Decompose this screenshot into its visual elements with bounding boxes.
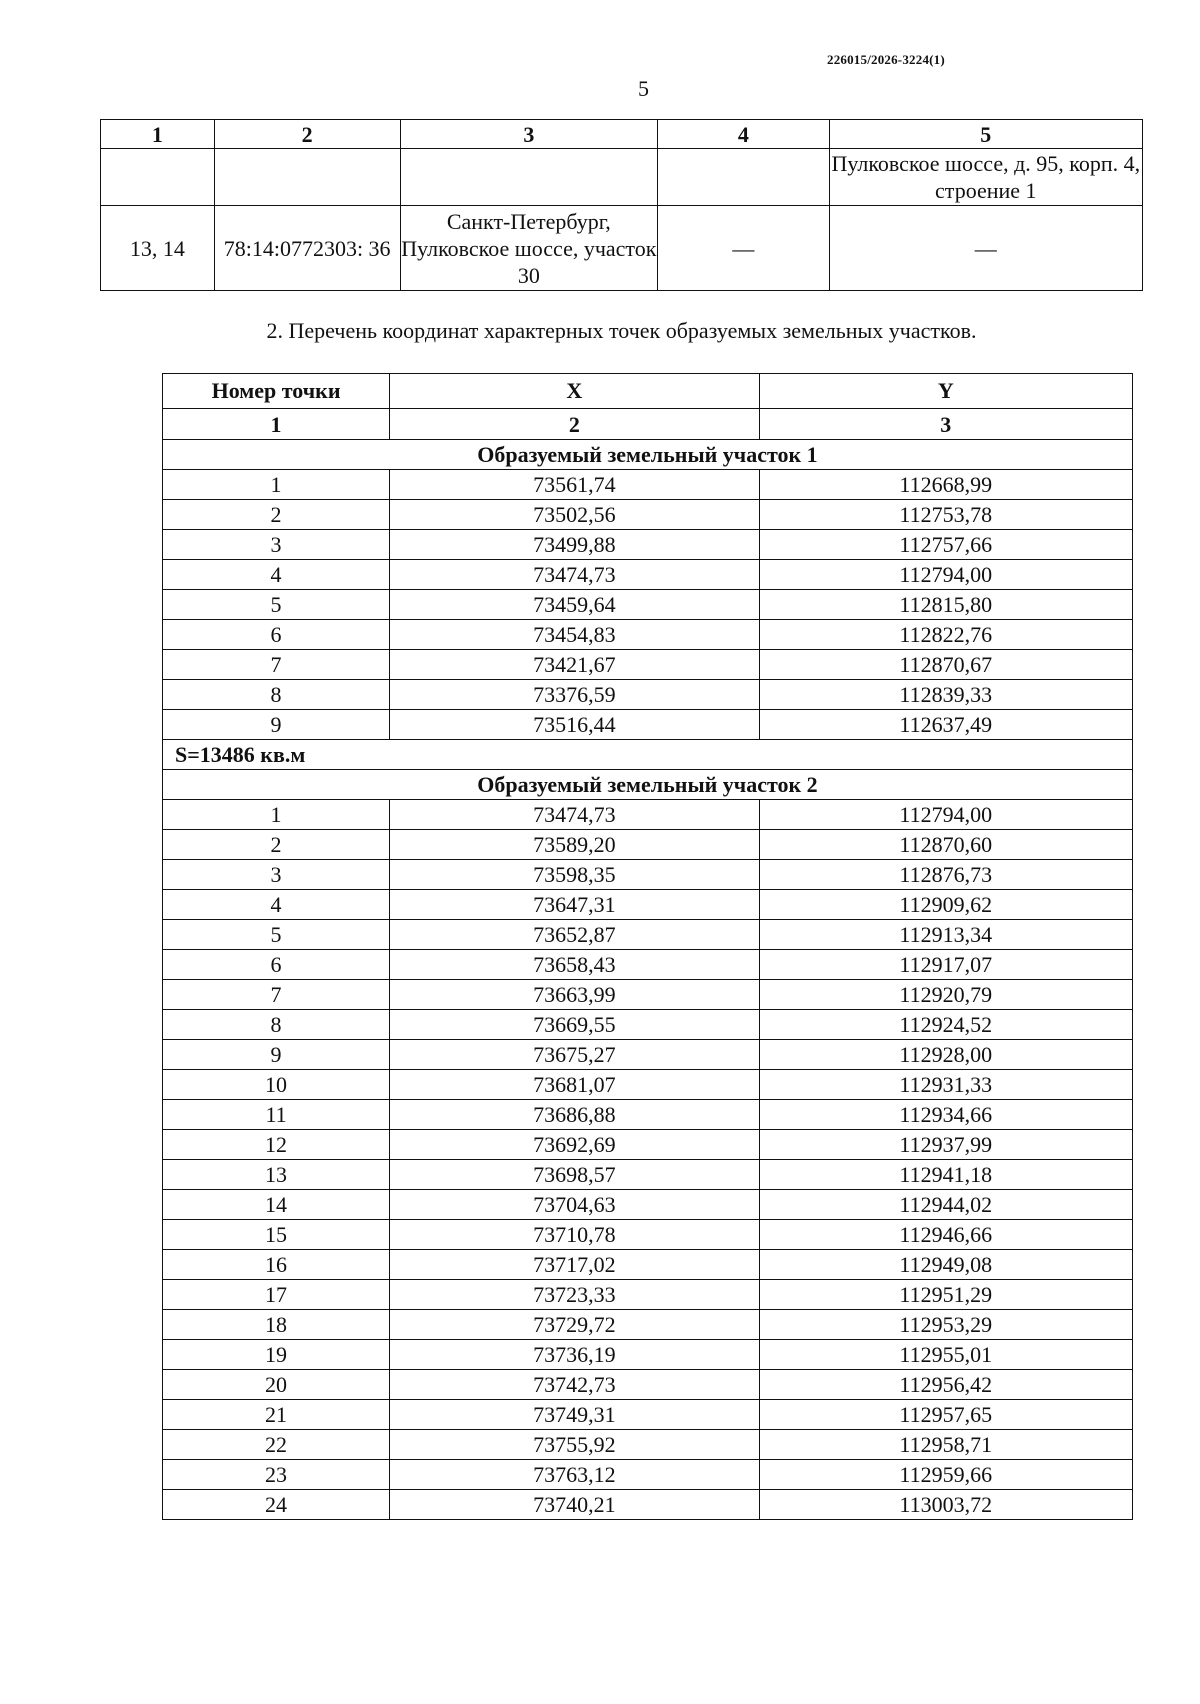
table-row bbox=[163, 680, 1133, 710]
x-coordinate: 73561,74 bbox=[390, 470, 759, 500]
point-number: 24 bbox=[163, 1490, 390, 1520]
x-coordinate: 73692,69 bbox=[390, 1130, 759, 1160]
x-coordinate: 73658,43 bbox=[390, 950, 759, 980]
table-row bbox=[163, 860, 1133, 890]
x-coordinate: 73740,21 bbox=[390, 1490, 759, 1520]
x-coordinate: 73675,27 bbox=[390, 1040, 759, 1070]
x-coordinate: 73663,99 bbox=[390, 980, 759, 1010]
x-coordinate: 73755,92 bbox=[390, 1430, 759, 1460]
x-coordinate: 73736,19 bbox=[390, 1340, 759, 1370]
y-coordinate: 112941,18 bbox=[759, 1160, 1132, 1190]
table-row bbox=[101, 149, 1143, 206]
point-number: 8 bbox=[163, 680, 390, 710]
x-coordinate: 73710,78 bbox=[390, 1220, 759, 1250]
x-coordinate: 73421,67 bbox=[390, 650, 759, 680]
x-coordinate: 73647,31 bbox=[390, 890, 759, 920]
point-number: 2 bbox=[163, 830, 390, 860]
x-coordinate: 73742,73 bbox=[390, 1370, 759, 1400]
table-cell bbox=[658, 149, 830, 206]
point-number: 5 bbox=[163, 590, 390, 620]
x-coordinate: 73474,73 bbox=[390, 560, 759, 590]
point-number: 9 bbox=[163, 710, 390, 740]
x-coordinate: 73704,63 bbox=[390, 1190, 759, 1220]
plot-area: S=13486 кв.м bbox=[163, 740, 1133, 770]
y-coordinate: 112794,00 bbox=[759, 800, 1132, 830]
y-coordinate: 112949,08 bbox=[759, 1250, 1132, 1280]
y-coordinate: 112937,99 bbox=[759, 1130, 1132, 1160]
column-number: 3 bbox=[759, 409, 1132, 440]
table-row bbox=[163, 1040, 1133, 1070]
document-id: 226015/2026-3224(1) bbox=[827, 52, 945, 67]
point-number: 3 bbox=[163, 860, 390, 890]
x-coordinate: 73717,02 bbox=[390, 1250, 759, 1280]
point-number: 7 bbox=[163, 650, 390, 680]
dash-cell: — bbox=[829, 206, 1142, 291]
table-row bbox=[163, 530, 1133, 560]
y-coordinate: 112957,65 bbox=[759, 1400, 1132, 1430]
table-row bbox=[163, 470, 1133, 500]
table-row bbox=[163, 500, 1133, 530]
coordinates-table-header bbox=[163, 374, 1133, 409]
point-number: 13 bbox=[163, 1160, 390, 1190]
cadastral-number-cell: 78:14:0772303: 36 bbox=[214, 206, 400, 291]
plot-title: Образуемый земельный участок 2 bbox=[163, 770, 1133, 800]
point-number: 1 bbox=[163, 470, 390, 500]
x-coordinate: 73681,07 bbox=[390, 1070, 759, 1100]
x-coordinate: 73376,59 bbox=[390, 680, 759, 710]
point-number: 9 bbox=[163, 1040, 390, 1070]
point-number: 6 bbox=[163, 950, 390, 980]
y-coordinate: 112870,60 bbox=[759, 830, 1132, 860]
x-header: X bbox=[390, 374, 759, 409]
x-coordinate: 73723,33 bbox=[390, 1280, 759, 1310]
x-coordinate: 73686,88 bbox=[390, 1100, 759, 1130]
point-number: 23 bbox=[163, 1460, 390, 1490]
y-coordinate: 112870,67 bbox=[759, 650, 1132, 680]
x-coordinate: 73589,20 bbox=[390, 830, 759, 860]
table-row bbox=[163, 560, 1133, 590]
column-header-3: 3 bbox=[400, 120, 658, 149]
y-coordinate: 112637,49 bbox=[759, 710, 1132, 740]
table-row bbox=[163, 1160, 1133, 1190]
dash-cell: — bbox=[658, 206, 830, 291]
point-number: 2 bbox=[163, 500, 390, 530]
point-number: 17 bbox=[163, 1280, 390, 1310]
table-row bbox=[163, 1100, 1133, 1130]
x-coordinate: 73454,83 bbox=[390, 620, 759, 650]
x-coordinate: 73598,35 bbox=[390, 860, 759, 890]
y-coordinate: 112909,62 bbox=[759, 890, 1132, 920]
point-number: 19 bbox=[163, 1340, 390, 1370]
point-number: 6 bbox=[163, 620, 390, 650]
column-header-4: 4 bbox=[658, 120, 830, 149]
y-coordinate: 113003,72 bbox=[759, 1490, 1132, 1520]
parcels-table-header bbox=[101, 120, 1143, 149]
point-number: 22 bbox=[163, 1430, 390, 1460]
table-row bbox=[163, 1280, 1133, 1310]
x-coordinate: 73502,56 bbox=[390, 500, 759, 530]
table-row bbox=[163, 1400, 1133, 1430]
table-row bbox=[163, 1430, 1133, 1460]
table-row bbox=[163, 1010, 1133, 1040]
table-row bbox=[163, 1190, 1133, 1220]
table-row bbox=[163, 800, 1133, 830]
point-number: 16 bbox=[163, 1250, 390, 1280]
coordinates-table bbox=[162, 373, 1133, 1520]
plot-title-row bbox=[163, 770, 1133, 800]
table-row bbox=[163, 890, 1133, 920]
point-number: 7 bbox=[163, 980, 390, 1010]
column-header-1: 1 bbox=[101, 120, 215, 149]
plot-area-row bbox=[163, 740, 1133, 770]
y-coordinate: 112958,71 bbox=[759, 1430, 1132, 1460]
table-row bbox=[163, 590, 1133, 620]
section-title: 2. Перечень координат характерных точек образуемых земельных участков. bbox=[266, 318, 977, 343]
point-number: 14 bbox=[163, 1190, 390, 1220]
point-number: 10 bbox=[163, 1070, 390, 1100]
y-coordinate: 112913,34 bbox=[759, 920, 1132, 950]
point-number-header: Номер точки bbox=[163, 374, 390, 409]
y-coordinate: 112822,76 bbox=[759, 620, 1132, 650]
y-header: Y bbox=[759, 374, 1132, 409]
y-coordinate: 112920,79 bbox=[759, 980, 1132, 1010]
point-number: 1 bbox=[163, 800, 390, 830]
table-row bbox=[163, 1070, 1133, 1100]
y-coordinate: 112815,80 bbox=[759, 590, 1132, 620]
table-row bbox=[163, 1310, 1133, 1340]
point-number: 4 bbox=[163, 560, 390, 590]
x-coordinate: 73729,72 bbox=[390, 1310, 759, 1340]
table-row bbox=[101, 206, 1143, 291]
table-row bbox=[163, 950, 1133, 980]
table-row bbox=[163, 1460, 1133, 1490]
table-row bbox=[163, 1130, 1133, 1160]
column-header-5: 5 bbox=[829, 120, 1142, 149]
x-coordinate: 73652,87 bbox=[390, 920, 759, 950]
y-coordinate: 112955,01 bbox=[759, 1340, 1132, 1370]
column-numbers-row bbox=[163, 409, 1133, 440]
parcels-table bbox=[100, 119, 1143, 291]
point-number: 15 bbox=[163, 1220, 390, 1250]
table-cell bbox=[214, 149, 400, 206]
y-coordinate: 112839,33 bbox=[759, 680, 1132, 710]
point-number: 3 bbox=[163, 530, 390, 560]
x-coordinate: 73749,31 bbox=[390, 1400, 759, 1430]
y-coordinate: 112924,52 bbox=[759, 1010, 1132, 1040]
table-cell bbox=[400, 149, 658, 206]
point-number: 5 bbox=[163, 920, 390, 950]
point-number: 12 bbox=[163, 1130, 390, 1160]
point-number: 4 bbox=[163, 890, 390, 920]
table-row bbox=[163, 1370, 1133, 1400]
x-coordinate: 73516,44 bbox=[390, 710, 759, 740]
coordinates-body bbox=[163, 440, 1133, 1520]
x-coordinate: 73459,64 bbox=[390, 590, 759, 620]
plot-title: Образуемый земельный участок 1 bbox=[163, 440, 1133, 470]
point-number: 20 bbox=[163, 1370, 390, 1400]
point-number: 18 bbox=[163, 1310, 390, 1340]
y-coordinate: 112794,00 bbox=[759, 560, 1132, 590]
y-coordinate: 112953,29 bbox=[759, 1310, 1132, 1340]
table-row bbox=[163, 830, 1133, 860]
table-row bbox=[163, 620, 1133, 650]
table-row bbox=[163, 1490, 1133, 1520]
x-coordinate: 73669,55 bbox=[390, 1010, 759, 1040]
y-coordinate: 112951,29 bbox=[759, 1280, 1132, 1310]
x-coordinate: 73499,88 bbox=[390, 530, 759, 560]
point-numbers-cell: 13, 14 bbox=[101, 206, 215, 291]
point-number: 11 bbox=[163, 1100, 390, 1130]
address-cell: Санкт-Петербург, Пулковское шоссе, участок 30 bbox=[400, 206, 658, 291]
table-row bbox=[163, 1250, 1133, 1280]
x-coordinate: 73763,12 bbox=[390, 1460, 759, 1490]
table-row bbox=[163, 980, 1133, 1010]
y-coordinate: 112944,02 bbox=[759, 1190, 1132, 1220]
column-number: 2 bbox=[390, 409, 759, 440]
y-coordinate: 112934,66 bbox=[759, 1100, 1132, 1130]
plot-title-row bbox=[163, 440, 1133, 470]
x-coordinate: 73698,57 bbox=[390, 1160, 759, 1190]
y-coordinate: 112931,33 bbox=[759, 1070, 1132, 1100]
table-row bbox=[163, 1220, 1133, 1250]
page-number: 5 bbox=[638, 76, 649, 101]
table-row bbox=[163, 650, 1133, 680]
column-header-2: 2 bbox=[214, 120, 400, 149]
y-coordinate: 112917,07 bbox=[759, 950, 1132, 980]
y-coordinate: 112753,78 bbox=[759, 500, 1132, 530]
point-number: 21 bbox=[163, 1400, 390, 1430]
point-number: 8 bbox=[163, 1010, 390, 1040]
y-coordinate: 112928,00 bbox=[759, 1040, 1132, 1070]
x-coordinate: 73474,73 bbox=[390, 800, 759, 830]
y-coordinate: 112946,66 bbox=[759, 1220, 1132, 1250]
y-coordinate: 112757,66 bbox=[759, 530, 1132, 560]
table-cell bbox=[101, 149, 215, 206]
y-coordinate: 112668,99 bbox=[759, 470, 1132, 500]
y-coordinate: 112959,66 bbox=[759, 1460, 1132, 1490]
y-coordinate: 112956,42 bbox=[759, 1370, 1132, 1400]
table-row bbox=[163, 1340, 1133, 1370]
table-row bbox=[163, 710, 1133, 740]
address-cell: Пулковское шоссе, д. 95, корп. 4, строение 1 bbox=[829, 149, 1142, 206]
table-row bbox=[163, 920, 1133, 950]
y-coordinate: 112876,73 bbox=[759, 860, 1132, 890]
column-number: 1 bbox=[163, 409, 390, 440]
